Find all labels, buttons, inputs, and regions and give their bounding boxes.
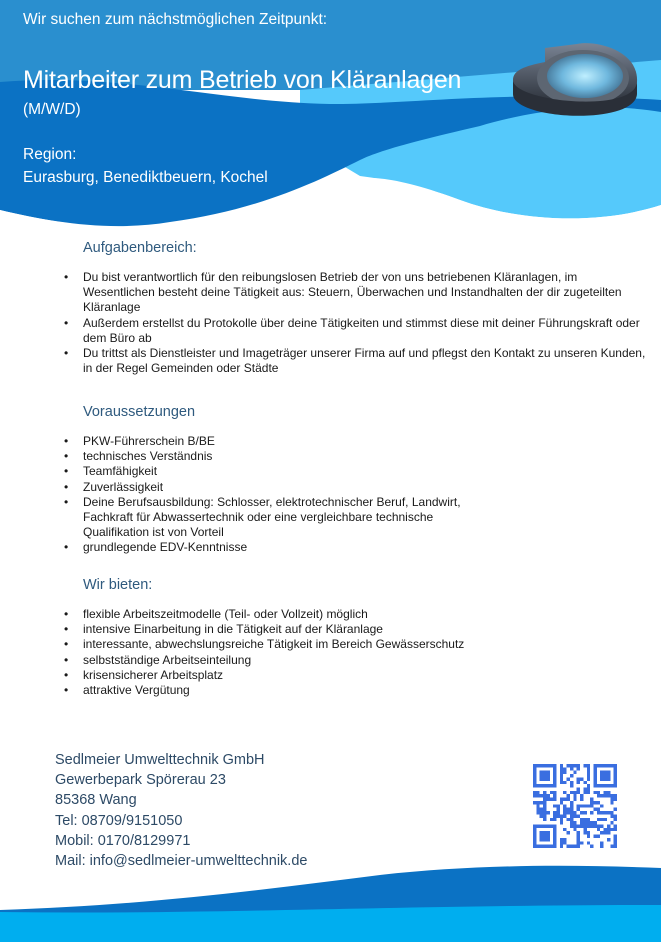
- list-item: • selbstständige Arbeitseinteilung: [83, 653, 652, 668]
- offers-list: [62, 607, 652, 698]
- list-item: • grundlegende EDV-Kenntnisse: [83, 540, 492, 555]
- list-item: • Du bist verantwortlich für den reibungslosen Betrieb der von uns betriebenen Kläranlagen, im Wesentlichen besteht deine Tätigkeit aus: Steuern, Überwachen und Instandhalten der dir zugeteilten Kläranlage: [83, 270, 652, 316]
- city-address: 85368 Wang: [55, 792, 137, 809]
- list-item: • attraktive Vergütung: [83, 683, 652, 698]
- task-list: [62, 270, 652, 376]
- list-item: • technisches Verständnis: [83, 449, 492, 464]
- region-value: Eurasburg, Benediktbeuern, Kochel: [23, 169, 268, 186]
- section-heading: Voraussetzungen: [83, 404, 196, 420]
- qr-code-icon[interactable]: [533, 764, 617, 848]
- list-item: • interessante, abwechslungsreiche Tätigkeit im Bereich Gewässerschutz: [83, 637, 652, 652]
- list-item: • Deine Berufsausbildung: Schlosser, elektrotechnischer Beruf, Landwirt, Fachkraft für Abwassertechnik oder eine vergleichbare technische Qualifikation ist von Vorteil: [83, 495, 492, 541]
- list-item: • krisensicherer Arbeitsplatz: [83, 668, 652, 683]
- list-item: • Du trittst als Dienstleister und Imageträger unserer Firma auf und pflegst den Kontakt zu unseren Kunden, in der Regel Gemeinden oder Städte: [83, 346, 652, 376]
- section-requirements: [62, 404, 492, 556]
- gender-note: (M/W/D): [23, 101, 81, 118]
- list-item: • PKW-Führerschein B/BE: [83, 434, 492, 449]
- region-label: Region:: [23, 146, 77, 163]
- mobile-number[interactable]: Mobil: 0170/8129971: [55, 832, 191, 849]
- section-heading: Aufgabenbereich:: [83, 240, 197, 256]
- contact-block: [55, 750, 307, 871]
- list-item: • Außerdem erstellst du Protokolle über deine Tätigkeiten und stimmst diese mit deiner Führungskraft oder dem Büro ab: [83, 316, 652, 346]
- list-item: • intensive Einarbeitung in die Tätigkeit auf der Kläranlage: [83, 622, 652, 637]
- street-address: Gewerbepark Spörerau 23: [55, 772, 226, 789]
- company-name: Sedlmeier Umwelttechnik GmbH: [55, 752, 265, 768]
- section-offers: [62, 577, 652, 698]
- requirements-list: [62, 434, 492, 556]
- intro-text: Wir suchen zum nächstmöglichen Zeitpunkt:: [23, 11, 328, 28]
- job-title: Mitarbeiter zum Betrieb von Kläranlagen: [23, 66, 462, 94]
- section-heading: Wir bieten:: [83, 577, 153, 593]
- list-item: • flexible Arbeitszeitmodelle (Teil- oder Vollzeit) möglich: [83, 607, 652, 622]
- list-item: • Teamfähigkeit: [83, 464, 492, 479]
- section-tasks: [62, 240, 652, 376]
- email-address[interactable]: Mail: info@sedlmeier-umwelttechnik.de: [55, 853, 308, 870]
- phone-number[interactable]: Tel: 08709/9151050: [55, 812, 183, 829]
- list-item: • Zuverlässigkeit: [83, 480, 492, 495]
- basin-image: [505, 30, 645, 130]
